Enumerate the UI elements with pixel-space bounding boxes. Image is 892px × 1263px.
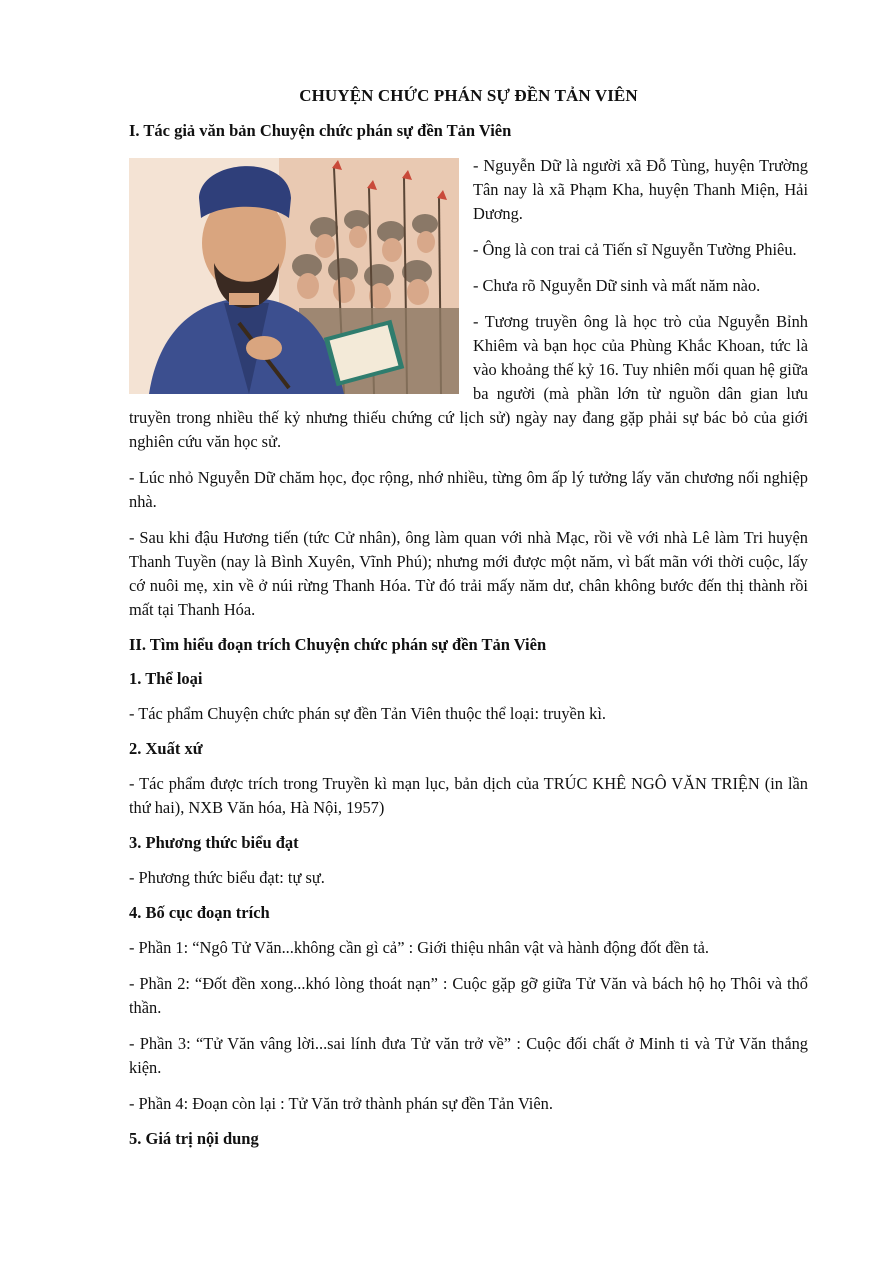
author-block <box>129 154 808 466</box>
author-paragraph-1: - Nguyễn Dữ là người xã Đỗ Tùng, huyện Trường Tân nay là xã Phạm Kha, huyện Thanh Miện, Hải Dương. <box>473 156 808 223</box>
section-1-heading: I. Tác giả văn bản Chuyện chức phán sự đền Tản Viên <box>129 121 512 140</box>
mode-heading: 3. Phương thức biểu đạt <box>129 833 299 852</box>
author-paragraph-5: - Lúc nhỏ Nguyễn Dữ chăm học, đọc rộng, nhớ nhiều, từng ôm ấp lý tưởng lấy văn chương nối nghiệp nhà. <box>129 468 808 511</box>
structure-part-3: - Phần 3: “Tử Văn vâng lời...sai lính đưa Tử văn trở về” : Cuộc đối chất ở Minh ti và Tử Văn thắng kiện. <box>129 1034 808 1077</box>
structure-part-4: - Phần 4: Đoạn còn lại : Tử Văn trở thành phán sự đền Tản Viên. <box>129 1094 553 1113</box>
author-paragraph-3: - Chưa rõ Nguyễn Dữ sinh và mất năm nào. <box>473 276 761 295</box>
origin-paragraph: - Tác phẩm được trích trong Truyền kì mạn lục, bản dịch của TRÚC KHÊ NGÔ VĂN TRIỆN (in lần thứ hai), NXB Văn hóa, Hà Nội, 1957) <box>129 774 808 817</box>
document-title: CHUYỆN CHỨC PHÁN SỰ ĐỀN TẢN VIÊN <box>299 86 638 105</box>
author-paragraph-6: - Sau khi đậu Hương tiến (tức Cử nhân), ông làm quan với nhà Mạc, rồi về với nhà Lê làm Tri huyện Thanh Tuyền (nay là Bình Xuyên, Vĩnh Phú); nhưng mới được một năm, vì bất mãn với thời cuộc, lấy cớ nuôi mẹ, xin về ở núi rừng Thanh Hóa. Từ đó trải mấy năm dư, chân không bước đến thị thành rồi mất tại Thanh Hóa. <box>129 528 808 619</box>
structure-part-1: - Phần 1: “Ngô Tử Văn...không cần gì cả” : Giới thiệu nhân vật và hành động đốt đền tả. <box>129 938 710 957</box>
author-paragraph-2: - Ông là con trai cả Tiến sĩ Nguyễn Tường Phiêu. <box>473 240 797 259</box>
structure-part-2: - Phần 2: “Đốt đền xong...khó lòng thoát nạn” : Cuộc gặp gỡ giữa Tử Văn và bách hộ họ Thôi và thổ thần. <box>129 974 808 1017</box>
portrait-illustration <box>129 158 459 394</box>
mode-paragraph: - Phương thức biểu đạt: tự sự. <box>129 868 325 887</box>
genre-paragraph: - Tác phẩm Chuyện chức phán sự đền Tản Viên thuộc thể loại: truyền kì. <box>129 704 606 723</box>
author-portrait-image <box>129 158 459 394</box>
author-paragraph-4: - Tương truyền ông là học trò của Nguyễn Bỉnh Khiêm và bạn học của Phùng Khắc Khoan, tức là vào khoảng thế kỷ 16. Tuy nhiên mối quan hệ giữa ba người (mà phần lớn từ nguồn dân gian lưu truyền trong nhiều thế kỷ nhưng thiếu chứng cứ lịch sử) ngày nay đang gặp phải sự bác bỏ của giới nghiên cứu văn học sử. <box>129 312 808 451</box>
section-2-heading: II. Tìm hiểu đoạn trích Chuyện chức phán sự đền Tản Viên <box>129 635 547 654</box>
origin-heading: 2. Xuất xứ <box>129 739 203 758</box>
content-value-heading: 5. Giá trị nội dung <box>129 1129 259 1148</box>
structure-heading: 4. Bố cục đoạn trích <box>129 903 270 922</box>
genre-heading: 1. Thể loại <box>129 669 203 688</box>
